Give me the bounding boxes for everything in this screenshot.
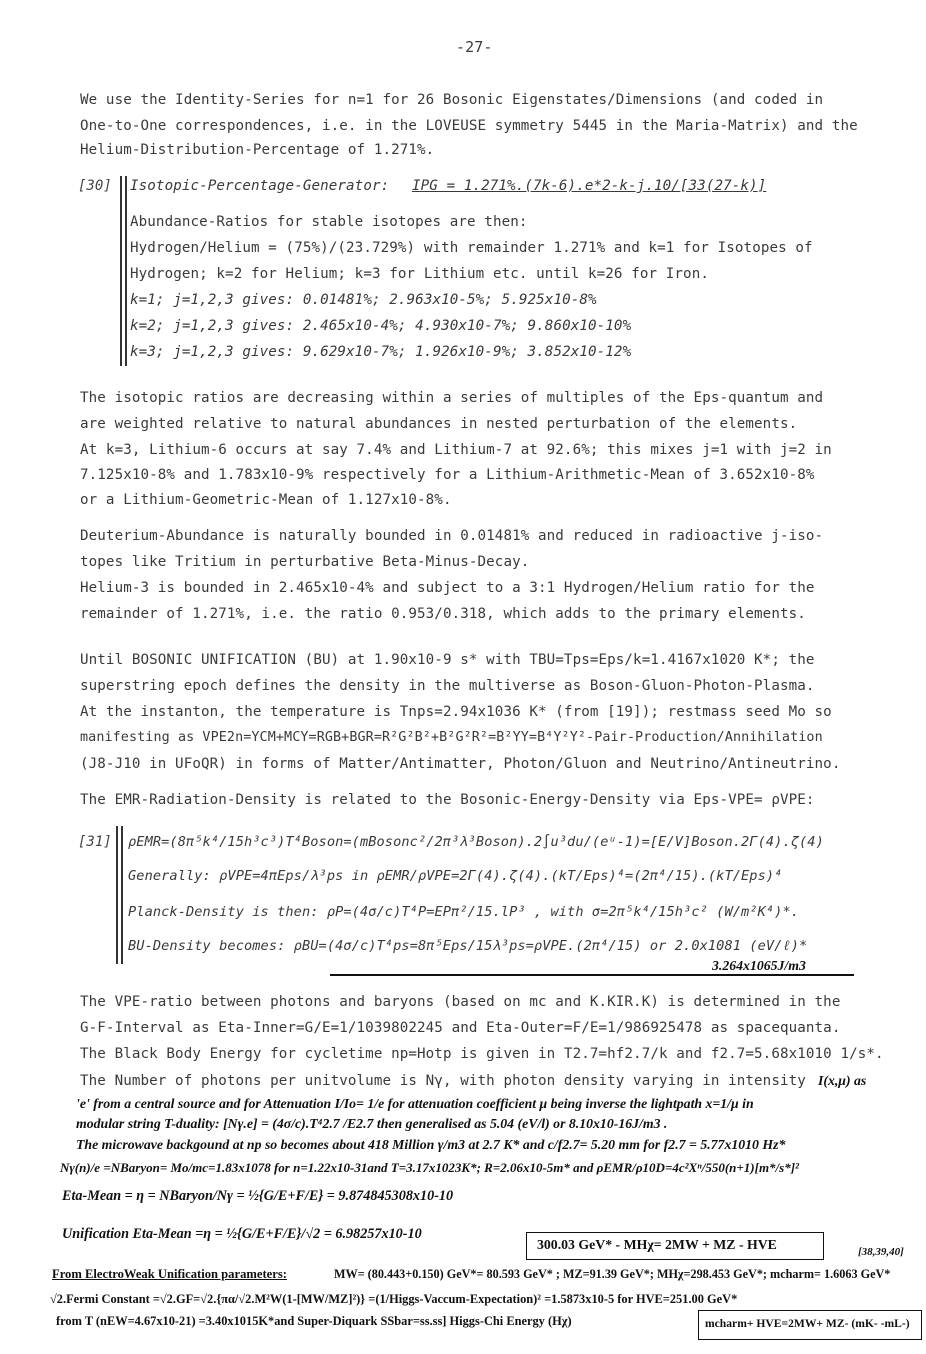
electroweak-line-1: MW= (80.443+0.150) GeV*= 80.593 GeV* ; MZ=91.39 GeV*; MHχ=298.453 GeV*; mcharm= 1.6063 GeV*: [334, 1267, 891, 1281]
hve-box: [526, 1232, 824, 1260]
equation-30-line-1: Abundance-Ratios for stable isotopes are then:: [130, 214, 528, 230]
deuterium-line-3: Helium-3 is bounded in 2.465x10-4% and subject to a 3:1 Hydrogen/Helium ratio for the: [80, 580, 815, 596]
vpe-line-3: The Black Body Energy for cycletime np=Hotp is given in T2.7=hf2.7/k and f2.7=5.68x1010 1/s*.: [80, 1046, 884, 1062]
electroweak-line-3: from T (nEW=4.67x10-21) =3.40x1015K*and Super-Diquark SSbar=ss.ss] Higgs-Chi Energy (Hχ): [56, 1314, 572, 1328]
deuterium-line-2: topes like Tritium in perturbative Beta-Minus-Decay.: [80, 554, 530, 570]
equation-30-line-4: k=1; j=1,2,3 gives: 0.01481%; 2.963x10-5%; 5.925x10-8%: [130, 292, 597, 308]
equation-30-line-5: k=2; j=1,2,3 gives: 2.465x10-4%; 4.930x10-7%; 9.860x10-10%: [130, 318, 632, 334]
serif-line-2: modular string T-duality: [Nγ.e] = (4σ/c).T⁴2.7 /E2.7 then generalised as 5.04 (eV/l) or 8.10x10-16J/m3 .: [76, 1116, 668, 1131]
equation-30-label: [30]: [78, 178, 112, 194]
isotopic-line-4: 7.125x10-8% and 1.783x10-9% respectively for a Lithium-Arithmetic-Mean of 3.652x10-8%: [80, 467, 815, 483]
deuterium-line-4: remainder of 1.271%, i.e. the ratio 0.953/0.318, which adds to the primary elements.: [80, 606, 806, 622]
electroweak-label: From ElectroWeak Unification parameters:: [52, 1267, 287, 1281]
intro-line-3: Helium-Distribution-Percentage of 1.271%.: [80, 142, 435, 158]
vpe-line-1: The VPE-ratio between photons and baryons (based on mc and K.KIR.K) is determined in the: [80, 994, 841, 1010]
equation-30-line-3: Hydrogen; k=2 for Helium; k=3 for Lithium etc. until k=26 for Iron.: [130, 266, 709, 282]
references: [38,39,40]: [858, 1246, 904, 1258]
electroweak-line-2: √2.Fermi Constant =√2.GF=√2.{πα/√2.M²W(1-[MW/MZ]²)} =(1/Higgs-Vaccum-Expectation)² =1.5873x10-5 for HVE=251.00 GeV*: [50, 1292, 738, 1306]
vpe-line-2: G-F-Interval as Eta-Inner=G/E=1/1039802245 and Eta-Outer=F/E=1/986925478 as spacequanta.: [80, 1020, 841, 1036]
equation-30-formula: IPG = 1.271%.(7k-6).e*2-k-j.10/[33(27-k)]: [412, 178, 767, 194]
eta-mean: Eta-Mean = η = NBaryon/Nγ = ½{G/E+F/E} = 9.874845308x10-10: [62, 1188, 454, 1204]
equation-30-bar-right: [125, 176, 127, 366]
serif-line-1: 'e' from a central source and for Attenuation I/Io= 1/e for attenuation coefficient μ being inverse the lightpath x=1/μ in: [76, 1096, 754, 1111]
isotopic-line-1: The isotopic ratios are decreasing within a series of multiples of the Eps-quantum and: [80, 390, 824, 406]
equation-30-title: Isotopic-Percentage-Generator:: [130, 178, 390, 194]
bu-line-6: The EMR-Radiation-Density is related to the Bosonic-Energy-Density via Eps-VPE= ρVPE:: [80, 792, 815, 808]
equation-31-bar-left: [116, 826, 118, 964]
isotopic-line-3: At k=3, Lithium-6 occurs at say 7.4% and Lithium-7 at 92.6%; this mixes j=1 with j=2 in: [80, 442, 832, 458]
equation-31-label: [31]: [78, 834, 112, 850]
vpe-line-4: The Number of photons per unitvolume is Nγ, with photon density varying in intensity: [80, 1073, 806, 1089]
serif-line-3: The microwave backgound at np so becomes about 418 Million γ/m3 at 2.7 K* and c/f2.7= 5.20 mm for f2.7 = 5.77x1010 Hz*: [76, 1137, 786, 1152]
intro-line-1: We use the Identity-Series for n=1 for 26 Bosonic Eigenstates/Dimensions (and coded in: [80, 92, 824, 108]
equation-31-line-3: Planck-Density is then: ρP=(4σ/c)T⁴P=EPπ²/15.lP³ , with σ=2π⁵k⁴/15h³c² (W/m²K⁴)*.: [128, 904, 800, 920]
final-box: [698, 1310, 922, 1340]
intro-line-2: One-to-One correspondences, i.e. in the LOVEUSE symmetry 5445 in the Maria-Matrix) and the: [80, 118, 858, 134]
page-number: -27-: [456, 38, 493, 56]
final-box-text: mcharm+ HVE=2MW+ MZ- (mK- -mL-): [705, 1317, 910, 1330]
bu-line-3: At the instanton, the temperature is Tnps=2.94x1036 K* (from [19]); restmass seed Mo so: [80, 704, 832, 720]
bu-line-2: superstring epoch defines the density in the multiverse as Boson-Gluon-Photon-Plasma.: [80, 678, 815, 694]
intensity-note: I(x,μ) as: [818, 1073, 867, 1088]
equation-31-line-1: ρEMR=(8π⁵k⁴/15h³c³)T⁴Boson=(mBosonc²/2π³λ³Boson).2∫u³du/(eᵘ-1)=[E/V]Boson.2Γ(4).ζ(4): [128, 834, 824, 850]
isotopic-line-2: are weighted relative to natural abundances in nested perturbation of the elements.: [80, 416, 798, 432]
equation-31-line-4: BU-Density becomes: ρBU=(4σ/c)T⁴ps=8π⁵Eps/15λ³ps=ρVPE.(2π⁴/15) or 2.0x1081 (eV/ℓ)*: [128, 938, 808, 954]
equation-30-bar-left: [120, 176, 122, 366]
bu-line-4: manifesting as VPE2n=YCM+MCY=RGB+BGR=R²G²B²+B²G²R²=B²YY=B⁴Y²Y²-Pair-Production/Annihilation: [80, 730, 823, 745]
deuterium-line-1: Deuterium-Abundance is naturally bounded in 0.01481% and reduced in radioactive j-iso-: [80, 528, 824, 544]
bu-line-5: (J8-J10 in UFoQR) in forms of Matter/Antimatter, Photon/Gluon and Neutrino/Antineutrino.: [80, 756, 841, 772]
equation-30-line-6: k=3; j=1,2,3 gives: 9.629x10-7%; 1.926x10-9%; 3.852x10-12%: [130, 344, 632, 360]
equation-31-line-2: Generally: ρVPE=4πEps/λ³ps in ρEMR/ρVPE=2Γ(4).ζ(4).(kT/Eps)⁴=(2π⁴/15).(kT/Eps)⁴: [128, 868, 783, 884]
unification-eta-mean: Unification Eta-Mean =η = ½{G/E+F/E}/√2 = 6.98257x10-10: [62, 1226, 422, 1242]
bu-line-1: Until BOSONIC UNIFICATION (BU) at 1.90x10-9 s* with TBU=Tps=Eps/k=1.4167x1020 K*; the: [80, 652, 815, 668]
equation-31-result: 3.264x1065J/m3: [712, 958, 806, 973]
isotopic-line-5: or a Lithium-Geometric-Mean of 1.127x10-8%.: [80, 492, 452, 508]
equation-31-underline: [330, 974, 854, 976]
equation-30-line-2: Hydrogen/Helium = (75%)/(23.729%) with remainder 1.271% and k=1 for Isotopes of: [130, 240, 813, 256]
equation-31-bar-right: [121, 826, 123, 964]
serif-line-4: Nγ(n)/e =NBaryon= Mo/mc=1.83x1078 for n=1.22x10-31and T=3.17x1023K*; R=2.06x10-5m* and ρEMR/ρ10D=4c²Xⁿ/550(n+1)[m*/s*]²: [60, 1160, 799, 1175]
hve-box-text: 300.03 GeV* - MHχ= 2MW + MZ - HVE: [537, 1237, 777, 1252]
